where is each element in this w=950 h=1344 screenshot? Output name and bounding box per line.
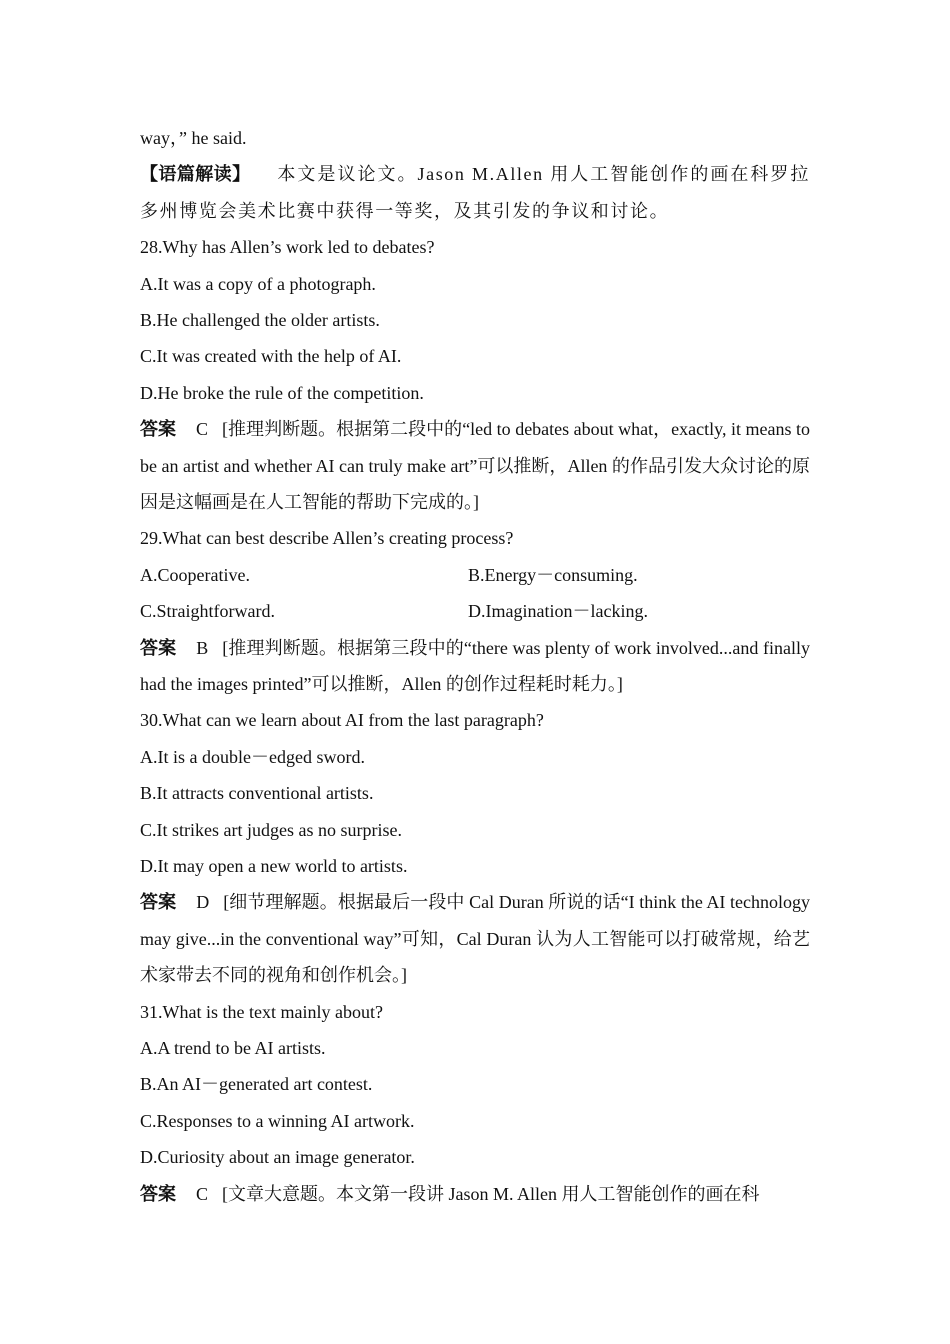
document-page [140, 120, 810, 1212]
question-30-stem: 30.What can we learn about AI from the last paragraph? [140, 710, 544, 731]
question-29-option-a: A.Cooperative. [140, 564, 250, 585]
question-29-answer [140, 630, 810, 703]
reading-text: 本文是议论文。Jason M.Allen 用人工智能创作的画在科罗拉多州博览会美术比赛中获得一等奖，及其引发的争议和讨论。 [140, 164, 810, 221]
answer-letter: C [196, 419, 209, 440]
answer-label: 答案 [140, 419, 177, 440]
question-30-option-c: C.It strikes art judges as no surprise. [140, 819, 402, 840]
answer-letter: B [196, 637, 209, 658]
question-31-answer [140, 1176, 810, 1212]
question-30-answer [140, 884, 810, 993]
question-29-options-row-1 [140, 557, 810, 593]
question-31-option-a: A.A trend to be AI artists. [140, 1038, 326, 1059]
question-29-stem: 29.What can best describe Allen’s creating process? [140, 528, 514, 549]
question-28-option-c: C.It was created with the help of AI. [140, 346, 402, 367]
question-31-option-c: C.Responses to a winning AI artwork. [140, 1110, 415, 1131]
question-29-option-c: C.Straightforward. [140, 601, 275, 622]
question-30-option-b: B.It attracts conventional artists. [140, 783, 374, 804]
answer-label: 答案 [140, 892, 177, 913]
question-28-option-b: B.He challenged the older artists. [140, 310, 380, 331]
question-31-option-d: D.Curiosity about an image generator. [140, 1147, 415, 1168]
question-28-option-a: A.It was a copy of a photograph. [140, 273, 376, 294]
answer-label: 答案 [140, 1183, 176, 1204]
question-31-option-b: B.An AI－generated art contest. [140, 1074, 373, 1095]
question-28-stem: 28.Why has Allen’s work led to debates? [140, 237, 435, 258]
question-31-stem: 31.What is the text mainly about? [140, 1001, 383, 1022]
question-29-options-row-2 [140, 593, 810, 629]
question-30-option-d: D.It may open a new world to artists. [140, 856, 408, 877]
reading-label: 【语篇解读】 [140, 164, 251, 185]
question-28-answer [140, 411, 810, 520]
question-29-option-d: D.Imagination－lacking. [468, 601, 648, 622]
question-28-option-d: D.He broke the rule of the competition. [140, 382, 424, 403]
answer-explanation: [推理判断题。根据第三段中的“there was plenty of work involved...and finally had the images printed”可以推断，Allen 的创作过程耗时耗力。] [140, 637, 810, 695]
intro-line: way，” he said. [140, 128, 247, 148]
question-30-option-a: A.It is a double－edged sword. [140, 746, 365, 767]
answer-explanation: [推理判断题。根据第二段中的“led to debates about what，exactly, it means to be an artist and whether AI can truly make art”可以推断，Allen 的作品引发大众讨论的原因是这幅画是在人工智能的帮助下完成的。] [140, 419, 810, 513]
answer-explanation: [文章大意题。本文第一段讲 Jason M. Allen 用人工智能创作的画在科 [222, 1183, 760, 1204]
question-29-option-b: B.Energy－consuming. [468, 564, 638, 585]
answer-label: 答案 [140, 637, 177, 658]
answer-letter: D [196, 892, 210, 913]
answer-letter: C [196, 1183, 209, 1204]
answer-explanation: [细节理解题。根据最后一段中 Cal Duran 所说的话“I think the AI technology may give...in the conventional way”可知，Cal Duran 认为人工智能可以打破常规，给艺术家带去不同的视角和创作机会。] [140, 892, 810, 986]
reading-interpretation [140, 156, 810, 229]
